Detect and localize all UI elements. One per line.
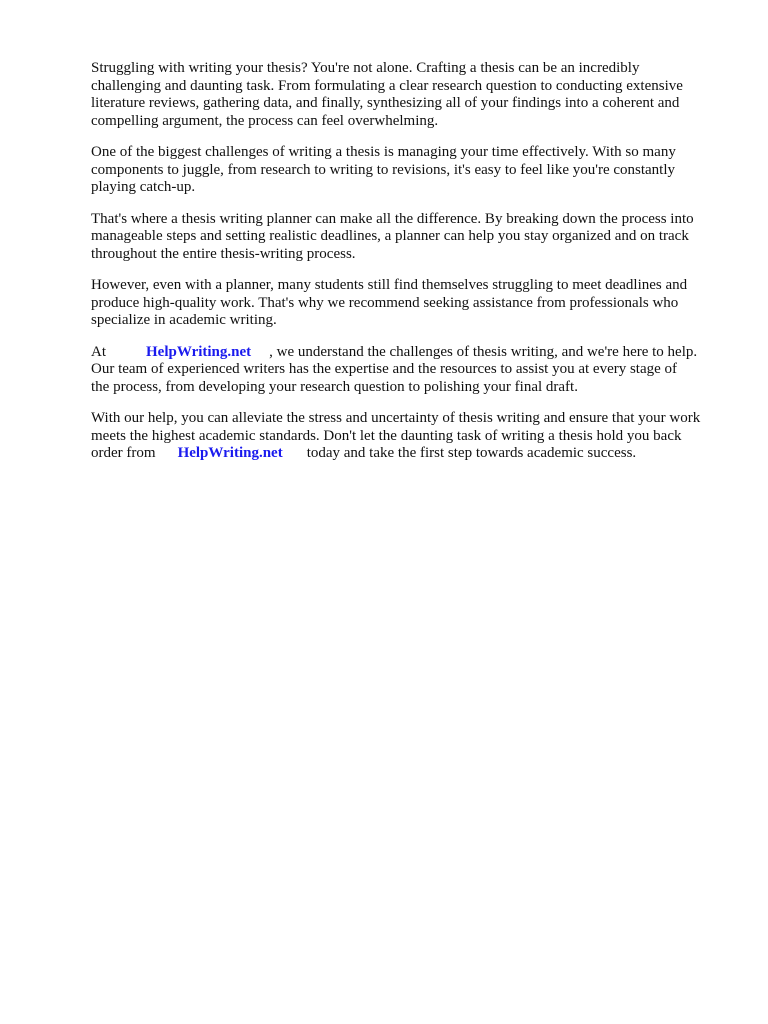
paragraph-assistance <box>91 277 731 330</box>
paragraph-line: However, even with a planner, many students still find themselves struggling to meet deadlines and <box>91 277 688 293</box>
paragraph-line: specialize in academic writing. <box>91 312 277 328</box>
paragraph-line: the process, from developing your research question to polishing your final draft. <box>91 378 578 395</box>
document-page <box>91 60 731 477</box>
paragraph-line: With our help, you can alleviate the stress and uncertainty of thesis writing and ensure that your work <box>91 410 701 426</box>
paragraph-line: challenging and daunting task. From formulating a clear research question to conducting extensive <box>91 77 683 94</box>
paragraph-line <box>91 344 731 362</box>
helpwriting-link[interactable]: HelpWriting.net <box>177 445 283 461</box>
paragraph-intro <box>91 60 731 130</box>
helpwriting-link[interactable]: HelpWriting.net <box>146 343 252 360</box>
paragraph-service <box>91 344 731 397</box>
paragraph-line: meets the highest academic standards. Don't let the daunting task of writing a thesis hold you back <box>91 427 682 444</box>
paragraph-closing <box>91 410 731 463</box>
paragraph-planner <box>91 211 731 264</box>
paragraph-line: throughout the entire thesis-writing process. <box>91 245 356 262</box>
paragraph-line: Struggling with writing your thesis? You're not alone. Crafting a thesis can be an incredibly <box>91 60 640 76</box>
paragraph-line: One of the biggest challenges of writing a thesis is managing your time effectively. With so many <box>91 144 676 160</box>
paragraph-line: That's where a thesis writing planner can make all the difference. By breaking down the process into <box>91 210 694 227</box>
paragraph-line: produce high-quality work. That's why we recommend seeking assistance from professionals who <box>91 294 679 311</box>
paragraph-line: Our team of experienced writers has the expertise and the resources to assist you at every stage of <box>91 361 678 377</box>
paragraph-line: components to juggle, from research to writing to revisions, it's easy to feel like you're constantly <box>91 161 676 178</box>
text-segment: order from <box>91 445 156 461</box>
paragraph-line: literature reviews, gathering data, and finally, synthesizing all of your findings into a coherent and <box>91 95 680 111</box>
paragraph-line <box>91 445 731 463</box>
paragraph-line: playing catch-up. <box>91 179 196 195</box>
paragraph-line: compelling argument, the process can feel overwhelming. <box>91 112 439 129</box>
paragraph-time-management <box>91 144 731 197</box>
text-segment: At <box>91 343 106 360</box>
text-segment: today and take the first step towards academic success. <box>306 445 637 461</box>
text-segment: , we understand the challenges of thesis writing, and we're here to help. <box>269 343 698 360</box>
paragraph-line: manageable steps and setting realistic deadlines, a planner can help you stay organized and on track <box>91 228 689 244</box>
